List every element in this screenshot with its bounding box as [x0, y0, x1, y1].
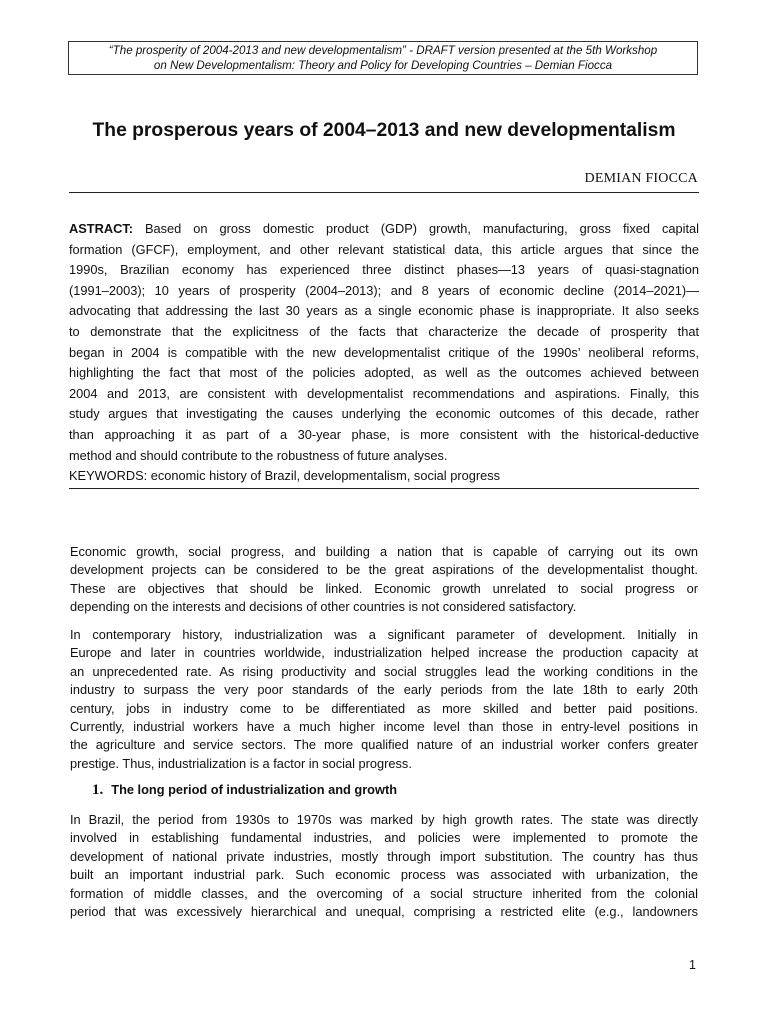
paragraph-line: period that was excessively hierarchical and unequal, comprising a restricted elite (e.g., landowners [70, 903, 698, 919]
paper-title: The prosperous years of 2004–2013 and new developmentalism [92, 120, 676, 141]
running-header [68, 41, 698, 75]
abstract-label: ASTRACT: [69, 221, 133, 236]
paragraph-line: industry to surpass the very poor standards of the early periods from the late 18th to early 20th [70, 682, 698, 698]
paragraph-line: century, jobs in industry come to be differentiated as more skilled and better paid positions. [70, 700, 698, 716]
paragraph-line: In contemporary history, industrialization was a significant parameter of development. Initially in [70, 627, 698, 642]
running-header-line-2: on New Developmentalism: Theory and Policy for Developing Countries – Demian Fiocca [153, 59, 613, 72]
page-number: 1 [689, 958, 696, 972]
paragraph-line: Europe and later in countries worldwide, industrialization helped increase the production capacity at [70, 645, 698, 661]
abstract-line: advocating that addressing the last 30 years as a single economic phase is inappropriate. It also seeks [69, 303, 699, 319]
keywords-text: economic history of Brazil, developmentalism, social progress [147, 468, 500, 484]
running-header-line-1: “The prosperity of 2004-2013 and new developmentalism” - DRAFT version presented at the 5th Workshop [108, 44, 658, 57]
section-number: 1. [92, 782, 104, 798]
abstract-line: 2004 and 2013, are consistent with developmentalist recommendations and aspirations. Finally, this [69, 385, 699, 401]
paragraph-line: involved in establishing fundamental industries, and policies were implemented to promote the [70, 830, 698, 846]
keywords-label: KEYWORDS: [69, 468, 148, 484]
paragraph-line: development projects can be considered to be the great aspirations of the developmentalist thought. [70, 562, 698, 578]
paragraph-line: built an important industrial park. Such economic process was associated with urbanization, the [70, 867, 698, 883]
paragraph-line: formation of middle classes, and the overcoming of a social structure inherited from the colonial [70, 885, 698, 901]
keywords-line [69, 466, 699, 486]
abstract-line: began in 2004 is compatible with the new developmentalist critique of the 1990s’ neoliberal reforms, [69, 344, 699, 360]
abstract-line: study argues that investigating the causes underlying the economic outcomes of this decade, rather [69, 406, 699, 422]
paragraph-line: depending on the interests and decisions of other countries is not considered satisfactory. [70, 599, 577, 615]
abstract-line: ASTRACT: Based on gross domestic product (GDP) growth, manufacturing, gross fixed capital [69, 221, 699, 236]
section-title: The long period of industrialization and growth [111, 782, 398, 797]
abstract-line: (1991–2003); 10 years of prosperity (2004–2013); and 8 years of economic decline (2014–2021)— [69, 282, 699, 298]
abstract-line: 1990s, Brazilian economy has experienced three distinct phases—13 years of quasi-stagnation [69, 262, 699, 278]
paragraph-line: Currently, industrial workers have a much higher income level than those in entry-level positions in [70, 718, 698, 734]
section-heading [92, 782, 397, 799]
author-name: DEMIAN FIOCCA [584, 171, 698, 186]
abstract-line: method and should contribute to the robustness of future analyses. [69, 447, 448, 463]
abstract-line: to demonstrate that the explicitness of the facts that characterize the decade of prosperity that [69, 323, 699, 339]
paragraph-line: prestige. Thus, industrialization is a factor in social progress. [70, 755, 412, 771]
paragraph-line: development of national private industries, mostly through import substitution. The country has thus [70, 848, 698, 864]
paragraph-line: the agriculture and service sectors. The more qualified nature of an industrial worker confers greater [70, 737, 698, 753]
paragraph-line: In Brazil, the period from 1930s to 1970s was marked by high growth rates. The state was directly [70, 812, 698, 827]
abstract-block [69, 192, 699, 489]
paragraph-line: These are objectives that should be linked. Economic growth unrelated to social progress or [70, 580, 698, 596]
body-paragraph-3 [70, 811, 698, 921]
paragraph-line: an unprecedented rate. As rising productivity and social struggles lead the working conditions in the [70, 663, 698, 679]
abstract-line: formation (GFCF), employment, and other relevant statistical data, this article argues that since the [69, 241, 699, 257]
abstract-line: than approaching it as part of a 30-year phase, is more consistent with the historical-deductive [69, 426, 699, 442]
body-paragraph-1 [70, 543, 698, 617]
body-paragraph-2 [70, 626, 698, 773]
paragraph-line: Economic growth, social progress, and building a nation that is capable of carrying out its own [70, 544, 698, 559]
abstract-line: highlighting the fact that most of the policies adopted, as well as the outcomes achieved between [69, 365, 699, 381]
